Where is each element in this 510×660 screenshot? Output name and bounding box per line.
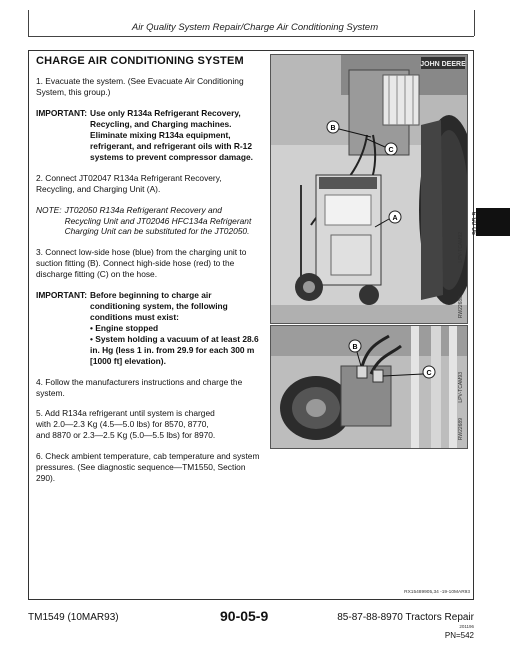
step-5-line: with 2.0—2.3 Kg (4.5—5.0 lbs) for 8570, 8770, — [36, 419, 209, 430]
important-label: IMPORTANT: — [36, 290, 88, 301]
header-rule — [28, 36, 474, 37]
callout-b: B — [352, 344, 358, 351]
step-5-line: 5. Add R134a refrigerant until system is charged — [36, 408, 215, 419]
important-notice-1 — [36, 108, 260, 163]
figure-reference: RX15489905,34 -19-10MAR93 — [404, 590, 470, 595]
compressor-fittings-photo — [270, 325, 468, 449]
step-2: 2. Connect JT02047 R134a Refrigerant Recovery, Recycling, and Charging Unit (A). — [36, 172, 222, 194]
charging-unit-photo — [270, 54, 468, 324]
figure-code: LPV-TCAM93 — [458, 372, 464, 403]
page-header-title: Air Quality System Repair/Charge Air Conditioning System — [131, 22, 379, 33]
charging-unit-illustration — [271, 55, 467, 323]
procedure-text — [36, 54, 260, 494]
page-number: 90-05-9 — [220, 608, 269, 624]
important-intro: Before beginning to charge air conditioning system, the following conditions must exist: — [90, 290, 228, 322]
important-label: IMPORTANT: — [36, 108, 88, 119]
section-tab-label: 90 05 9 — [472, 211, 479, 235]
callout-b: B — [330, 125, 336, 132]
manual-model: 85-87-88-8970 Tractors Repair — [337, 612, 474, 623]
callout-c: C — [426, 370, 432, 377]
condition-bullet: • System holding a vacuum of at least 28.6 in. Hg (less 1 in. from 29.9 for each 300 m [1000 ft] elevation). — [90, 333, 259, 366]
important-notice-2 — [36, 290, 260, 366]
tractor-brand-label: JOHN DEERE — [420, 61, 466, 68]
pn-number: PN=542 — [444, 631, 474, 640]
step-3: 3. Connect low-side hose (blue) from the charging unit to suction fitting (B). Connect high-side hose (red) to the discharge fitting (C) on the hose. — [36, 247, 247, 280]
figure-code: LPV-TCAM92 — [458, 232, 464, 263]
condition-bullet: • Engine stopped — [90, 322, 159, 333]
step-1: 1. Evacuate the system. (See Evacuate Air Conditioning System, this group.) — [36, 76, 244, 98]
print-date: 201196 — [459, 624, 474, 629]
step-6: 6. Check ambient temperature, cab temperature and system pressures. (See diagnostic sequence—TM1550, Section 290). — [36, 451, 260, 484]
manual-id: TM1549 (10MAR93) — [28, 612, 119, 623]
important-body: Use only R134a Refrigerant Recovery, Recycling, and Charging machines. Eliminate mixing R134a equipment, refrigerant, and refrigerant oils with R-12 systems to prevent compressor damage. — [90, 108, 253, 162]
compressor-illustration — [271, 326, 467, 448]
step-5-line: and 8870 or 2.3—2.5 Kg (5.0—5.5 lbs) for 8970. — [36, 430, 216, 441]
note — [36, 205, 260, 238]
important-body — [90, 290, 260, 366]
step-5 — [36, 408, 260, 441]
callout-a: A — [392, 215, 398, 222]
section-title: CHARGE AIR CONDITIONING SYSTEM — [36, 55, 244, 67]
note-label: NOTE: — [36, 204, 62, 215]
figure-code: RW22689 — [458, 418, 464, 441]
callout-c: C — [388, 147, 394, 154]
step-4: 4. Follow the manufacturers instructions and charge the system. — [36, 376, 243, 398]
note-body: JT02050 R134a Refrigerant Recovery and Recycling Unit and JT02046 HFC134a Refrigerant Charging Unit can be substituted for the JT02050. — [64, 204, 252, 237]
figure-code: RW22688 — [458, 296, 464, 319]
